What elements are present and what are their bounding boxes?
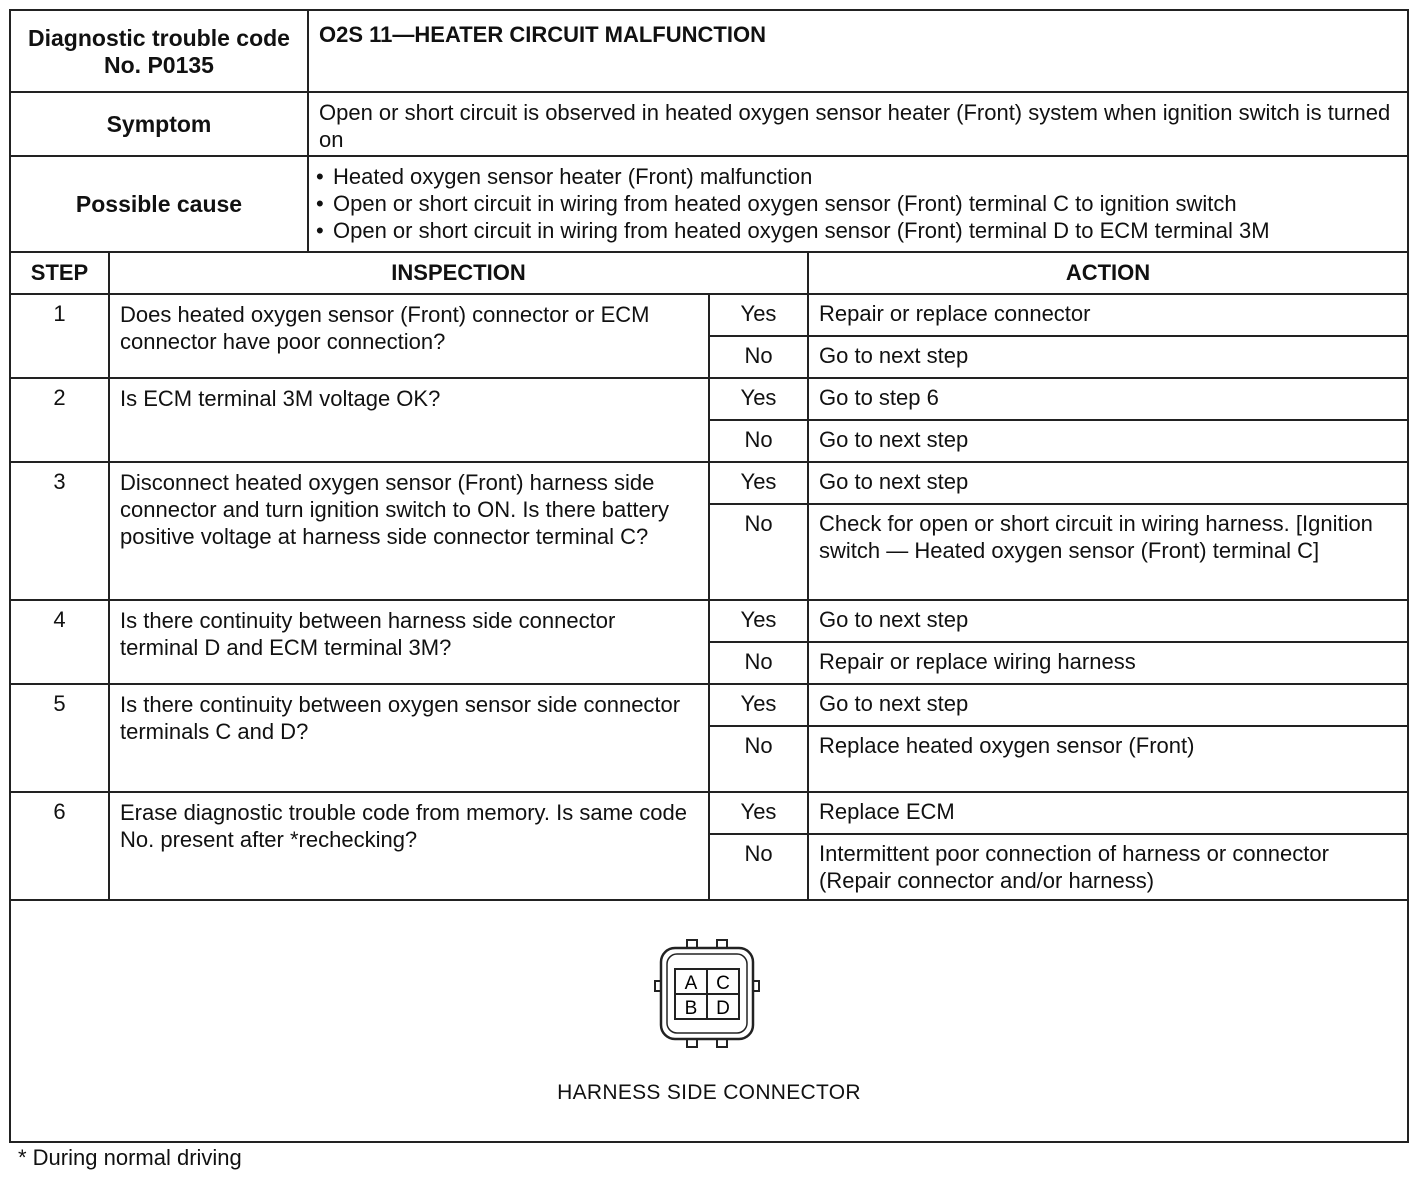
- yes-action: Repair or replace connector: [808, 294, 1408, 336]
- no-label: No: [709, 420, 808, 462]
- yes-label: Yes: [709, 294, 808, 336]
- dtc-title: O2S 11—HEATER CIRCUIT MALFUNCTION: [308, 10, 1408, 92]
- yes-action: Replace ECM: [808, 792, 1408, 834]
- no-label: No: [709, 642, 808, 684]
- dtc-header-table: [9, 9, 1409, 253]
- step-inspection: Is there continuity between harness side connector terminal D and ECM terminal 3M?: [109, 600, 709, 684]
- step-inspection: Is ECM terminal 3M voltage OK?: [109, 378, 709, 462]
- no-label: No: [709, 336, 808, 378]
- no-label: No: [709, 726, 808, 792]
- step-row: [10, 378, 1408, 420]
- step-number: 4: [10, 600, 109, 684]
- yes-action: Go to step 6: [808, 378, 1408, 420]
- step-row: [10, 600, 1408, 642]
- no-action: Repair or replace wiring harness: [808, 642, 1408, 684]
- step-row: [10, 684, 1408, 726]
- no-action: Go to next step: [808, 420, 1408, 462]
- step-row: [10, 792, 1408, 834]
- yes-action: Go to next step: [808, 684, 1408, 726]
- yes-action: Go to next step: [808, 600, 1408, 642]
- dtc-code-label: Diagnostic trouble code No. P0135: [10, 10, 308, 92]
- step-inspection: Erase diagnostic trouble code from memory. Is same code No. present after *rechecking?: [109, 792, 709, 900]
- cause-item: • Open or short circuit in wiring from heated oxygen sensor (Front) terminal D to ECM terminal 3M: [309, 217, 1407, 244]
- inspection-column-header: INSPECTION: [109, 252, 808, 294]
- diagnostic-sheet: [9, 9, 1409, 1143]
- symptom-label: Symptom: [10, 92, 308, 156]
- step-inspection: Is there continuity between oxygen sensor side connector terminals C and D?: [109, 684, 709, 792]
- connector-caption: HARNESS SIDE CONNECTOR: [557, 1081, 861, 1104]
- no-action: Replace heated oxygen sensor (Front): [808, 726, 1408, 792]
- step-inspection: Disconnect heated oxygen sensor (Front) harness side connector and turn ignition switch to ON. Is there battery positive voltage at harness side connector terminal C?: [109, 462, 709, 600]
- yes-label: Yes: [709, 792, 808, 834]
- no-action: Intermittent poor connection of harness or connector (Repair connector and/or harness): [808, 834, 1408, 900]
- possible-cause-label: Possible cause: [10, 156, 308, 252]
- action-column-header: ACTION: [808, 252, 1408, 294]
- yes-label: Yes: [709, 600, 808, 642]
- connector-icon: [647, 939, 767, 1049]
- step-column-header: STEP: [10, 252, 109, 294]
- step-row: [10, 294, 1408, 336]
- inspection-table: [9, 251, 1409, 1143]
- connector-diagram-cell: [10, 900, 1408, 1142]
- terminal-d-label: D: [716, 998, 730, 1019]
- cause-item: • Heated oxygen sensor heater (Front) malfunction: [309, 163, 1407, 190]
- step-number: 5: [10, 684, 109, 792]
- step-number: 2: [10, 378, 109, 462]
- cause-item: • Open or short circuit in wiring from heated oxygen sensor (Front) terminal C to ignition switch: [309, 190, 1407, 217]
- terminal-b-label: B: [684, 998, 698, 1019]
- no-action: Go to next step: [808, 336, 1408, 378]
- step-number: 1: [10, 294, 109, 378]
- step-inspection: Does heated oxygen sensor (Front) connector or ECM connector have poor connection?: [109, 294, 709, 378]
- possible-cause-list: [308, 156, 1408, 252]
- yes-label: Yes: [709, 684, 808, 726]
- footnote: * During normal driving: [18, 1145, 242, 1170]
- symptom-text: Open or short circuit is observed in heated oxygen sensor heater (Front) system when ignition switch is turned on: [308, 92, 1408, 156]
- no-label: No: [709, 504, 808, 600]
- step-number: 6: [10, 792, 109, 900]
- terminal-a-label: A: [684, 973, 698, 994]
- terminal-c-label: C: [716, 973, 730, 994]
- yes-label: Yes: [709, 462, 808, 504]
- yes-label: Yes: [709, 378, 808, 420]
- step-row: [10, 462, 1408, 504]
- harness-connector-diagram: [647, 939, 767, 1049]
- no-action: Check for open or short circuit in wiring harness. [Ignition switch — Heated oxygen sensor (Front) terminal C]: [808, 504, 1408, 600]
- no-label: No: [709, 834, 808, 900]
- step-number: 3: [10, 462, 109, 600]
- yes-action: Go to next step: [808, 462, 1408, 504]
